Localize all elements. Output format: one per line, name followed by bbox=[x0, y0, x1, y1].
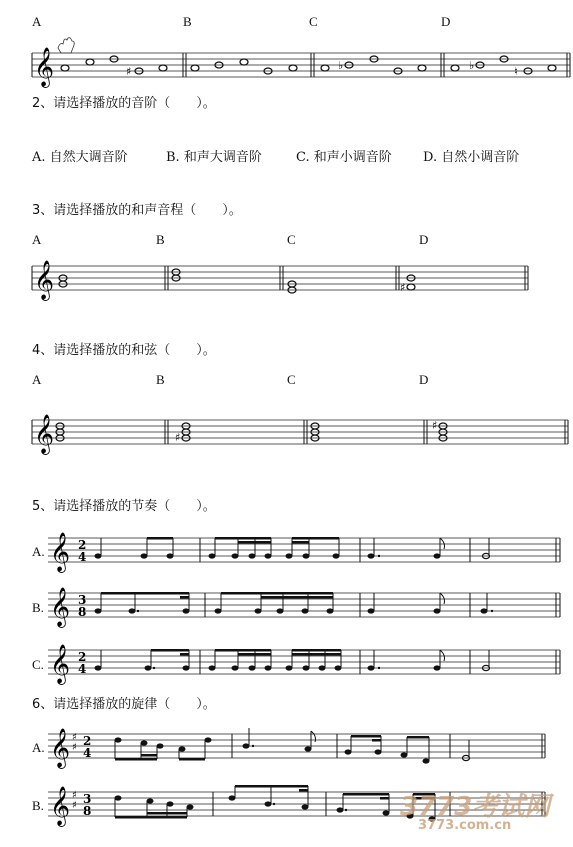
svg-text:♭: ♭ bbox=[338, 59, 344, 72]
svg-text:♯: ♯ bbox=[175, 431, 181, 444]
q2-choice-c[interactable]: C. 和声小调音阶 bbox=[296, 150, 392, 165]
q5-row-c-label: C. bbox=[32, 657, 44, 672]
treble-clef-icon: 𝄞 bbox=[34, 260, 55, 300]
q4-option-b: B bbox=[156, 372, 165, 387]
svg-text:♯: ♯ bbox=[72, 800, 77, 811]
svg-text:♯: ♯ bbox=[72, 742, 77, 753]
q4-staff bbox=[0, 412, 573, 462]
time-sig-bottom: 4 bbox=[78, 662, 87, 676]
q1-option-b: B bbox=[183, 14, 192, 29]
time-sig-bottom: 4 bbox=[83, 746, 92, 760]
q2-choice-d[interactable]: D. 自然小调音阶 bbox=[423, 150, 520, 165]
q1-staff bbox=[0, 40, 573, 100]
q1-option-c: C bbox=[309, 14, 318, 29]
q6-row-a-label: A. bbox=[32, 740, 45, 755]
time-sig-top: 3 bbox=[83, 792, 92, 806]
q5-row-a-staff bbox=[0, 530, 573, 580]
q3-option-b: B bbox=[156, 232, 165, 247]
treble-clef-icon: 𝄞 bbox=[50, 728, 71, 768]
q3-option-c: C bbox=[287, 232, 296, 247]
q2-prompt: 2、请选择播放的音阶（ ）。 bbox=[32, 96, 216, 111]
q4-option-a: A bbox=[32, 372, 42, 387]
time-sig-top: 2 bbox=[83, 734, 92, 748]
q1-option-d: D bbox=[441, 14, 451, 29]
treble-clef-icon: 𝄞 bbox=[50, 532, 71, 572]
treble-clef-icon: 𝄞 bbox=[50, 587, 71, 627]
treble-clef-icon: 𝄞 bbox=[50, 644, 71, 684]
time-sig-bottom: 8 bbox=[83, 804, 92, 818]
q3-staff bbox=[0, 258, 573, 308]
q1-option-a: A bbox=[32, 14, 42, 29]
svg-text:♭: ♭ bbox=[469, 59, 475, 72]
q3-prompt: 3、请选择播放的和声音程（ ）。 bbox=[32, 203, 242, 218]
watermark-brand: 3773考试网 bbox=[400, 792, 551, 822]
svg-text:♯: ♯ bbox=[72, 732, 77, 743]
q5-prompt: 5、请选择播放的节奏（ ）。 bbox=[32, 499, 216, 514]
svg-text:♯: ♯ bbox=[126, 65, 132, 78]
q6-prompt: 6、请选择播放的旋律（ ）。 bbox=[32, 697, 216, 712]
q2-choice-a[interactable]: A. 自然大调音阶 bbox=[32, 150, 128, 165]
q6-row-b-label: B. bbox=[32, 798, 44, 813]
treble-clef-icon: 𝄞 bbox=[34, 47, 55, 87]
svg-text:♯: ♯ bbox=[400, 281, 406, 294]
time-sig-bottom: 4 bbox=[78, 550, 87, 564]
q4-option-c: C bbox=[287, 372, 296, 387]
q5-row-b-label: B. bbox=[32, 600, 44, 615]
time-sig-top: 2 bbox=[78, 650, 87, 664]
q3-option-d: D bbox=[419, 232, 429, 247]
watermark-url: 3773.com.cn bbox=[418, 818, 512, 833]
q5-row-b-staff bbox=[0, 585, 573, 635]
q4-prompt: 4、请选择播放的和弦（ ）。 bbox=[32, 343, 216, 358]
svg-text:♯: ♯ bbox=[432, 419, 438, 432]
q5-row-c-staff bbox=[0, 642, 573, 692]
treble-clef-icon: 𝄞 bbox=[34, 414, 55, 454]
time-sig-bottom: 8 bbox=[78, 605, 87, 619]
time-sig-top: 3 bbox=[78, 593, 87, 607]
pointer-hand-icon bbox=[58, 38, 74, 53]
q4-option-d: D bbox=[419, 372, 429, 387]
time-sig-top: 2 bbox=[78, 538, 87, 552]
treble-clef-icon: 𝄞 bbox=[50, 786, 71, 826]
q5-row-a-label: A. bbox=[32, 544, 45, 559]
q6-row-a-staff bbox=[0, 726, 573, 776]
svg-text:♯: ♯ bbox=[72, 790, 77, 801]
svg-text:♮: ♮ bbox=[514, 65, 518, 78]
q2-choice-b[interactable]: B. 和声大调音阶 bbox=[166, 150, 262, 165]
q3-option-a: A bbox=[32, 232, 42, 247]
